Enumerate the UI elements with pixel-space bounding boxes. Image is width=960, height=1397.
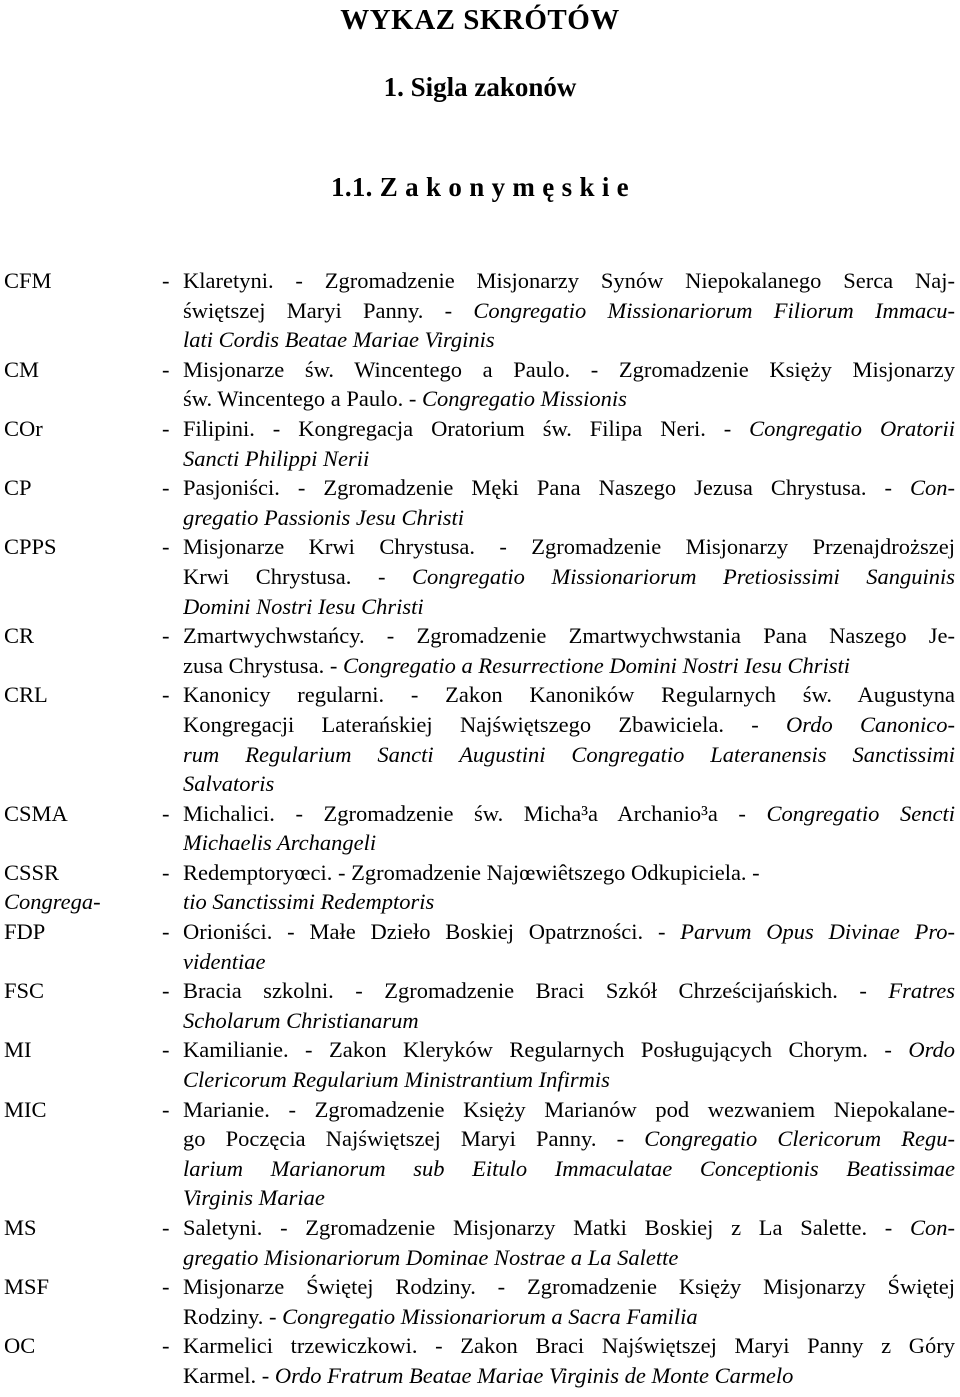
abbreviation-description [183, 621, 955, 680]
description-line [183, 621, 955, 651]
latin-name: Virginis Mariae [183, 1185, 325, 1211]
polish-text: Kongregacji Laterańskiej Najświętszego Zbawiciela. - [183, 711, 787, 737]
entry-dash: - [162, 415, 170, 441]
entry-dash: - [162, 859, 170, 885]
latin-name: gregatio Misionariorum Dominae Nostrae a La Salette [183, 1244, 679, 1270]
abbreviation-description [183, 355, 955, 414]
abbreviation-entry [0, 917, 960, 976]
description-line [183, 1183, 955, 1213]
polish-text: św. Wincentego a Paulo. - [183, 386, 423, 412]
section-heading: 1. Sigla zakonów [383, 72, 577, 102]
latin-name: Con- [910, 1215, 955, 1240]
latin-name: rum Regularium Sancti Augustini Congregatio Lateranensis Sanctissimi [183, 741, 955, 767]
abbreviation-description [183, 917, 955, 976]
abbreviation-term: CSSR [4, 859, 60, 885]
latin-name: Congregatio Clericorum Regu- [644, 1126, 955, 1152]
entry-dash: - [162, 1274, 170, 1300]
polish-text: świętszej Maryi Panny. - [183, 297, 474, 323]
description-line [183, 976, 955, 1006]
description-line [183, 592, 955, 622]
abbreviation-description [183, 1331, 955, 1390]
abbreviation-entry [0, 532, 960, 621]
latin-name: Congregatio Missionis [422, 386, 627, 412]
abbreviation-term: FSC [4, 978, 45, 1004]
description-line [183, 503, 955, 533]
description-line [183, 296, 955, 326]
abbreviation-description [183, 1272, 955, 1331]
abbreviation-entry [0, 1095, 960, 1213]
latin-name: gregatio Passionis Jesu Christi [183, 504, 465, 530]
abbreviation-list [0, 266, 960, 1391]
abbreviation-term: CP [4, 475, 32, 501]
description-line [183, 799, 955, 829]
entry-dash: - [162, 800, 170, 826]
description-line [183, 947, 955, 977]
description-line [183, 532, 955, 562]
abbreviation-entry [0, 355, 960, 414]
description-line [183, 1154, 955, 1184]
abbreviation-term: OC [4, 1333, 36, 1359]
polish-text: zusa Chrystusa. - [183, 652, 343, 678]
polish-text: Michalici. - Zgromadzenie św. Micha³a Archanio³a - [183, 800, 767, 826]
description-line [183, 473, 955, 503]
abbreviation-term: FDP [4, 919, 46, 945]
description-line [183, 769, 955, 799]
description-line [183, 1095, 955, 1125]
latin-name: Congregatio Oratorii [749, 415, 955, 441]
abbreviation-entry [0, 887, 960, 917]
abbreviation-description [183, 1095, 955, 1213]
entry-dash: - [162, 1037, 170, 1063]
latin-name: Domini Nostri Iesu Christi [183, 593, 424, 619]
abbreviation-term: Congrega- [4, 889, 101, 915]
polish-text: Krwi Chrystusa. - [183, 563, 412, 589]
entry-dash: - [162, 1333, 170, 1359]
abbreviation-entry [0, 414, 960, 473]
description-line [183, 887, 955, 917]
abbreviation-term: CSMA [4, 800, 68, 826]
latin-name: Michaelis Archangeli [183, 830, 377, 856]
abbreviation-term: CRL [4, 682, 48, 708]
polish-text: Klaretyni. - Zgromadzenie Misjonarzy Synów Niepokalanego Serca Naj- [183, 268, 955, 293]
abbreviation-description [183, 414, 955, 473]
abbreviation-entry [0, 976, 960, 1035]
description-line [183, 1243, 955, 1273]
description-line [183, 384, 955, 414]
abbreviation-description [183, 887, 955, 917]
polish-text: Redemptoryœci. - Zgromadzenie Najœwiêtszego Odkupiciela. - [183, 859, 760, 885]
description-line [183, 917, 955, 947]
polish-text: Kanonicy regularni. - Zakon Kanoników Regularnych św. Augustyna [183, 682, 955, 708]
entry-dash: - [162, 682, 170, 708]
abbreviation-description [183, 799, 955, 858]
latin-name: Salvatoris [183, 771, 275, 797]
latin-name: Con- [910, 475, 955, 501]
description-line [183, 325, 955, 355]
polish-text: Misjonarze Świętej Rodziny. - Zgromadzenie Księży Misjonarzy Świętej [183, 1274, 955, 1300]
latin-name: Ordo Canonico- [786, 711, 955, 737]
latin-name: tio Sanctissimi Redemptoris [183, 889, 435, 915]
description-line [183, 740, 955, 770]
description-line [183, 355, 955, 385]
abbreviation-entry [0, 621, 960, 680]
latin-name: Scholarum Christianarum [183, 1007, 419, 1033]
latin-name: videntiae [183, 948, 266, 974]
abbreviation-term: MI [4, 1037, 32, 1063]
latin-name: Congregatio Missionariorum Filiorum Immacu- [473, 297, 955, 323]
description-line [183, 858, 955, 888]
abbreviation-entry [0, 1035, 960, 1094]
abbreviation-term: CPPS [4, 534, 57, 560]
latin-name: larium Marianorum sub Eitulo Immaculatae Conceptionis Beatissimae [183, 1155, 955, 1181]
polish-text: Misjonarze św. Wincentego a Paulo. - Zgromadzenie Księży Misjonarzy [183, 356, 955, 382]
abbreviation-description [183, 1035, 955, 1094]
latin-name: Ordo [908, 1037, 955, 1063]
abbreviation-term: CFM [4, 268, 52, 293]
description-line [183, 1065, 955, 1095]
abbreviation-description [183, 1213, 955, 1272]
polish-text: Bracia szkolni. - Zgromadzenie Braci Szkół Chrześcijańskich. - [183, 978, 889, 1004]
polish-text: Kamilianie. - Zakon Kleryków Regularnych Posługujących Chorym. - [183, 1037, 909, 1063]
description-line [183, 444, 955, 474]
description-line [183, 1006, 955, 1036]
latin-name: Congregatio Missionariorum Pretiosissimi Sanguinis [412, 563, 955, 589]
abbreviation-description [183, 680, 955, 798]
polish-text: Karmelici trzewiczkowi. - Zakon Braci Najświętszej Maryi Panny z Góry [183, 1333, 955, 1359]
abbreviation-term: CM [4, 356, 40, 382]
abbreviation-entry [0, 266, 960, 355]
polish-text: Zmartwychwstańcy. - Zgromadzenie Zmartwychwstania Pana Naszego Je- [183, 623, 955, 649]
latin-name: Congregatio a Resurrectione Domini Nostri Iesu Christi [342, 652, 851, 678]
latin-name: Ordo Fratrum Beatae Mariae Virginis de Monte Carmelo [274, 1362, 794, 1388]
abbreviation-entry [0, 680, 960, 798]
entry-dash: - [162, 978, 170, 1004]
polish-text: Orioniści. - Małe Dzieło Boskiej Opatrzności. - [183, 919, 681, 945]
abbreviation-entry [0, 1331, 960, 1390]
description-line [183, 414, 955, 444]
description-line [183, 1302, 955, 1332]
abbreviation-description [183, 858, 955, 888]
page-title: WYKAZ SKRÓTÓW [340, 4, 620, 36]
entry-dash: - [162, 534, 170, 560]
description-line [183, 1124, 955, 1154]
abbreviation-description [183, 532, 955, 621]
latin-name: Clericorum Regularium Ministrantium Infirmis [183, 1067, 610, 1093]
abbreviation-term: CR [4, 623, 35, 649]
abbreviation-term: MIC [4, 1096, 47, 1122]
entry-dash: - [162, 268, 170, 293]
abbreviation-description [183, 976, 955, 1035]
polish-text: Misjonarze Krwi Chrystusa. - Zgromadzenie Misjonarzy Przenajdroższej [183, 534, 955, 560]
latin-name: Congregatio Sencti [766, 800, 955, 826]
entry-dash: - [162, 623, 170, 649]
description-line [183, 680, 955, 710]
latin-name: Sancti Philippi Nerii [183, 445, 370, 471]
polish-text: Pasjoniści. - Zgromadzenie Męki Pana Naszego Jezusa Chrystusa. - [183, 475, 910, 501]
description-line [183, 562, 955, 592]
entry-dash: - [162, 919, 170, 945]
entry-dash: - [162, 1215, 170, 1240]
polish-text: Rodziny. - [183, 1303, 283, 1329]
abbreviation-term: MSF [4, 1274, 50, 1300]
description-line [183, 651, 955, 681]
entry-dash: - [162, 475, 170, 501]
entry-dash: - [162, 1096, 170, 1122]
latin-name: lati Cordis Beatae Mariae Virginis [183, 327, 495, 353]
abbreviation-entry [0, 1213, 960, 1272]
abbreviation-entry [0, 799, 960, 858]
description-line [183, 828, 955, 858]
abbreviation-term: MS [4, 1215, 37, 1240]
polish-text: Filipini. - Kongregacja Oratorium św. Filipa Neri. - [183, 415, 750, 441]
latin-name: Fratres [888, 978, 955, 1004]
description-line [183, 1361, 955, 1391]
abbreviation-entry [0, 1272, 960, 1331]
abbreviation-description [183, 473, 955, 532]
description-line [183, 266, 955, 296]
entry-dash: - [162, 356, 170, 382]
polish-text: Saletyni. - Zgromadzenie Misjonarzy Matki Boskiej z La Salette. - [183, 1215, 910, 1240]
abbreviation-entry [0, 473, 960, 532]
description-line [183, 1272, 955, 1302]
abbreviation-description [183, 266, 955, 355]
subsection-heading: 1.1. Z a k o n y m ę s k i e [331, 172, 629, 202]
description-line [183, 1331, 955, 1361]
latin-name: Parvum Opus Divinae Pro- [680, 919, 955, 945]
polish-text: Karmel. - [183, 1362, 275, 1388]
description-line [183, 1213, 955, 1243]
polish-text: go Poczęcia Najświętszej Maryi Panny. - [183, 1126, 645, 1152]
abbreviation-entry [0, 858, 960, 888]
description-line [183, 710, 955, 740]
description-line [183, 1035, 955, 1065]
polish-text: Marianie. - Zgromadzenie Księży Marianów pod wezwaniem Niepokalane- [183, 1096, 955, 1122]
abbreviation-term: COr [4, 415, 43, 441]
latin-name: Congregatio Missionariorum a Sacra Familia [282, 1303, 698, 1329]
